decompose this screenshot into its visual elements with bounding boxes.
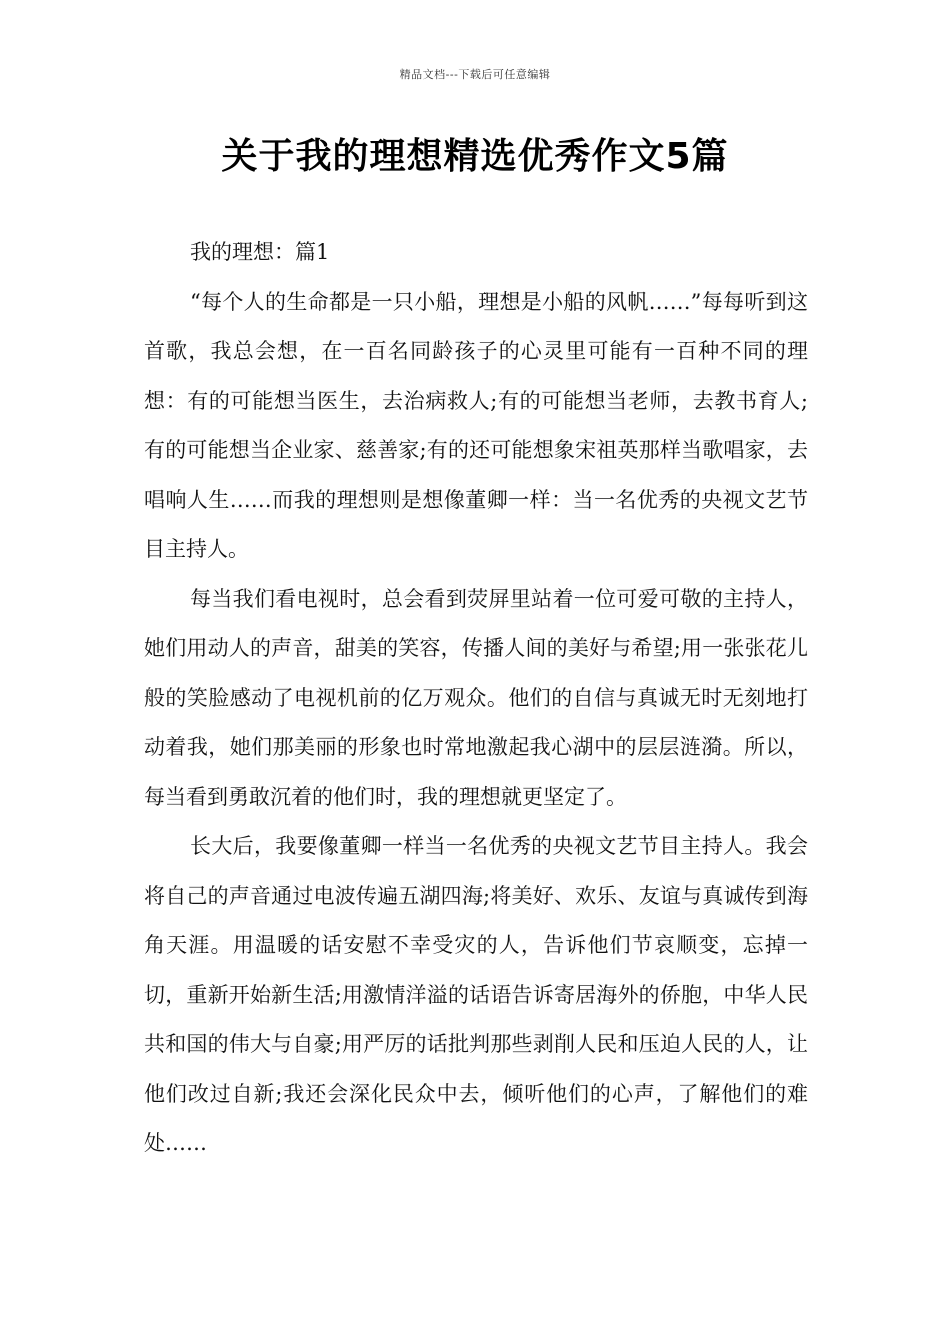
- header-note: 精品文档---下载后可任意编辑: [399, 68, 551, 81]
- paragraph-2: 每当我们看电视时，总会看到荧屏里站着一位可爱可敬的主持人，她们用动人的声音，甜美的笑容，传播人间的美好与希望;用一张张花儿般的笑脸感动了电视机前的亿万观众。他们的自信与真诚无时无刻地打动着我，她们那美丽的形象也时常地激起我心湖中的层层涟漪。所以，每当看到勇敢沉着的他们时，我的理想就更坚定了。: [144, 586, 808, 809]
- document-title: 关于我的理想精选优秀作文5篇: [221, 136, 729, 177]
- document-body: [144, 228, 808, 1169]
- section-heading: 我的理想：篇1: [190, 240, 330, 264]
- paragraph-1: “每个人的生命都是一只小船，理想是小船的风帆……”每每听到这首歌，我总会想，在一百名同龄孩子的心灵里可能有一百种不同的理想：有的可能想当医生，去治病救人;有的可能想当老师，去教书育人;有的可能想当企业家、慈善家;有的还可能想象宋祖英那样当歌唱家，去唱响人生……而我的理想则是想像董卿一样：当一名优秀的央视文艺节目主持人。: [144, 289, 808, 561]
- paragraph-3: 长大后，我要像董卿一样当一名优秀的央视文艺节目主持人。我会将自己的声音通过电波传遍五湖四海;将美好、欢乐、友谊与真诚传到海角天涯。用温暖的话安慰不幸受灾的人，告诉他们节哀顺变，忘掉一切，重新开始新生活;用激情洋溢的话语告诉寄居海外的侨胞，中华人民共和国的伟大与自豪;用严厉的话批判那些剥削人民和压迫人民的人，让他们改过自新;我还会深化民众中去，倾听他们的心声，了解他们的难处……: [144, 834, 808, 1155]
